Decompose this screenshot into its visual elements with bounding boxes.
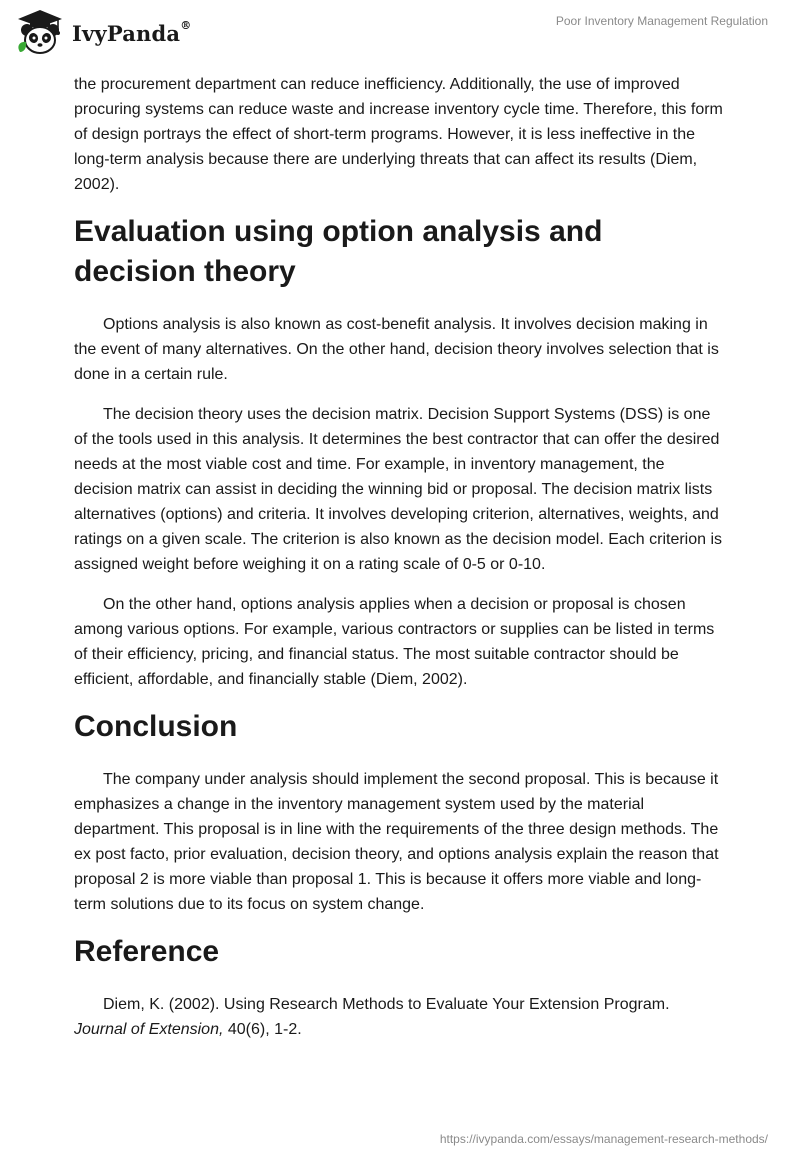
evaluation-paragraph-1: Options analysis is also known as cost-benefit analysis. It involves decision making in the event of many alternatives. On the other hand, decision theory involves selection that is done in a certain rule. bbox=[74, 316, 719, 383]
panda-graduate-icon bbox=[14, 8, 66, 58]
reference-entry bbox=[74, 992, 726, 1042]
reference-volume: 40(6), 1-2. bbox=[223, 1021, 302, 1038]
page-header bbox=[0, 0, 800, 70]
reference-citation: Diem, K. (2002). Using Research Methods to Evaluate Your Extension Program. bbox=[103, 996, 670, 1013]
essay-content bbox=[74, 72, 726, 1057]
heading-conclusion: Conclusion bbox=[74, 710, 238, 743]
heading-reference: Reference bbox=[74, 935, 220, 968]
evaluation-paragraph-2: The decision theory uses the decision matrix. Decision Support Systems (DSS) is one of the tools used in this analysis. It determines the best contractor that can offer the desired needs at the most viable cost and time. For example, in inventory management, the decision matrix can assist in deciding the winning bid or proposal. The decision matrix lists alternatives (options) and criteria. It involves developing criterion, alternatives, weights, and ratings on a given scale. The criterion is also known as the decision model. Each criterion is assigned weight before weighing it on a rating scale of 0-5 or 0-10. bbox=[74, 406, 723, 573]
brand-name: IvyPanda® bbox=[72, 18, 192, 46]
ivypanda-logo[interactable] bbox=[14, 8, 191, 58]
document-title: Poor Inventory Management Regulation bbox=[555, 14, 768, 28]
reference-journal: Journal of Extension, bbox=[74, 1021, 224, 1038]
heading-evaluation: Evaluation using option analysis and decision theory bbox=[74, 215, 603, 288]
source-url[interactable]: https://ivypanda.com/essays/management-research-methods/ bbox=[439, 1132, 768, 1146]
intro-paragraph: the procurement department can reduce inefficiency. Additionally, the use of improved procuring systems can reduce waste and increase inventory cycle time. Therefore, this form of design portrays the effect of short-term programs. However, it is less ineffective in the long-term analysis because there are underlying threats that can affect its results (Diem, 2002). bbox=[74, 76, 723, 193]
registered-mark: ® bbox=[180, 18, 192, 32]
conclusion-paragraph: The company under analysis should implement the second proposal. This is because it emphasizes a change in the inventory management system used by the material department. This proposal is in line with the requirements of the three design methods. The ex post facto, prior evaluation, decision theory, and options analysis explain the reason that proposal 2 is more viable than proposal 1. This is because it offers more viable and long-term solutions due to its focus on system change. bbox=[74, 771, 719, 913]
evaluation-paragraph-3: On the other hand, options analysis applies when a decision or proposal is chosen among various options. For example, various contractors or supplies can be listed in terms of their efficiency, pricing, and financial status. The most suitable contractor should be efficient, affordable, and financially stable (Diem, 2002). bbox=[74, 596, 715, 688]
